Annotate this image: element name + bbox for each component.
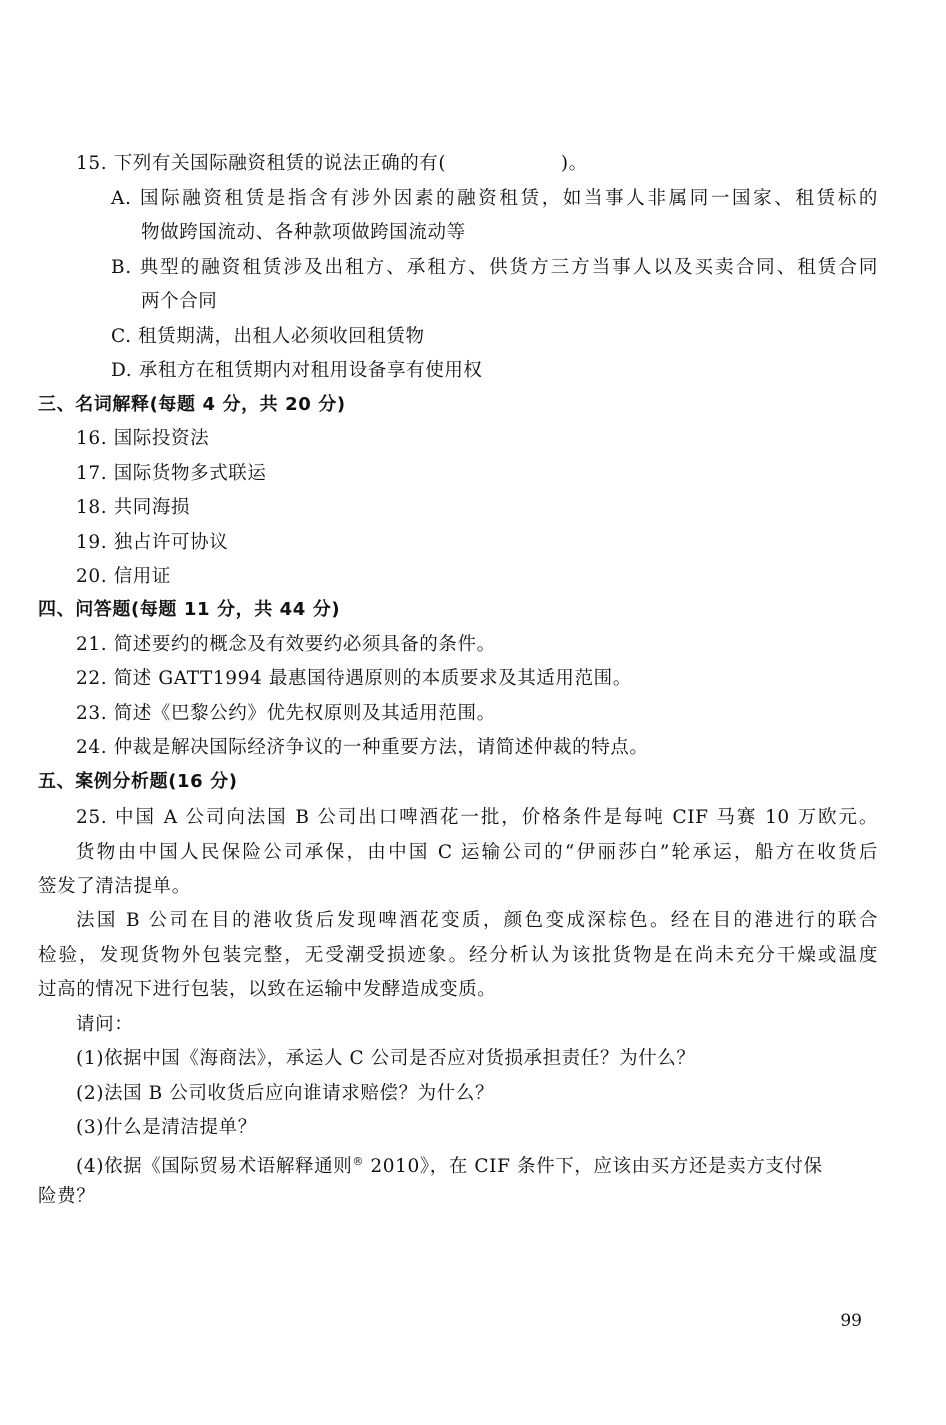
- question-15-option-a-line1: A. 国际融资租赁是指含有涉外因素的融资租赁，如当事人非属同一国家、租赁标的: [111, 188, 878, 209]
- section-3-heading: 三、名词解释(每题 4 分，共 20 分): [38, 394, 346, 415]
- case-sub-question-4: [76, 1150, 878, 1179]
- case-sub-question-3: (3)什么是清洁提单？: [76, 1117, 257, 1138]
- case-paragraph-2-line1: 法国 B 公司在目的港收货后发现啤酒花变质，颜色变成深棕色。经在目的港进行的联合: [76, 910, 878, 931]
- section-4-item: 23. 简述《巴黎公约》优先权原则及其适用范围。: [76, 703, 496, 724]
- question-15-option-d: D. 承租方在租赁期内对租用设备享有使用权: [111, 360, 483, 381]
- question-15-option-b-line1: B. 典型的融资租赁涉及出租方、承租方、供货方三方当事人以及买卖合同、租赁合同: [111, 257, 878, 278]
- case-sub-question-2: (2)法国 B 公司收货后应向谁请求赔偿？为什么？: [76, 1083, 495, 1104]
- question-15-option-b-line2: 两个合同: [141, 291, 218, 312]
- case-sub-question-4-part1: (4)依据《国际贸易术语解释通则: [76, 1156, 353, 1178]
- section-3-item: 18. 共同海损: [76, 497, 191, 518]
- page-number: 99: [840, 1311, 862, 1331]
- section-4-item: 22. 简述 GATT1994 最惠国待遇原则的本质要求及其适用范围。: [76, 668, 632, 689]
- section-4-item: 24. 仲裁是解决国际经济争议的一种重要方法，请简述仲裁的特点。: [76, 737, 649, 758]
- case-sub-question-4-line2: 险费？: [38, 1186, 96, 1207]
- section-4-item: 21. 简述要约的概念及有效要约必须具备的条件。: [76, 634, 496, 655]
- case-ask-label: 请问：: [76, 1014, 134, 1035]
- section-5-heading: 五、案例分析题(16 分): [38, 771, 238, 792]
- section-3-item: 20. 信用证: [76, 566, 172, 587]
- case-paragraph-2-line3: 过高的情况下进行包装，以致在运输中发酵造成变质。: [38, 979, 497, 1000]
- case-paragraph-1-line3: 签发了清洁提单。: [38, 876, 191, 897]
- question-15-stem: 15. 下列有关国际融资租赁的说法正确的有( )。: [76, 153, 588, 174]
- case-sub-question-4-part2: 2010》，在 CIF 条件下，应该由买方还是卖方支付保: [363, 1156, 823, 1178]
- question-15-option-a-line2: 物做跨国流动、各种款项做跨国流动等: [141, 222, 466, 243]
- case-paragraph-1-line1: 25. 中国 A 公司向法国 B 公司出口啤酒花一批，价格条件是每吨 CIF 马赛 10 万欧元。: [76, 807, 878, 828]
- registered-mark: ®: [352, 1155, 364, 1168]
- case-paragraph-1-line2: 货物由中国人民保险公司承保，由中国 C 运输公司的“伊丽莎白”轮承运，船方在收货后: [76, 842, 878, 863]
- question-15-option-c: C. 租赁期满，出租人必须收回租赁物: [111, 326, 425, 347]
- section-3-item: 19. 独占许可协议: [76, 532, 229, 553]
- case-sub-question-1: (1)依据中国《海商法》，承运人 C 公司是否应对货损承担责任？为什么？: [76, 1048, 696, 1069]
- section-3-item: 17. 国际货物多式联运: [76, 463, 267, 484]
- section-3-item: 16. 国际投资法: [76, 428, 210, 449]
- section-4-heading: 四、问答题(每题 11 分，共 44 分): [38, 599, 341, 620]
- case-paragraph-2-line2: 检验，发现货物外包装完整，无受潮受损迹象。经分析认为该批货物是在尚未充分干燥或温度: [38, 945, 878, 966]
